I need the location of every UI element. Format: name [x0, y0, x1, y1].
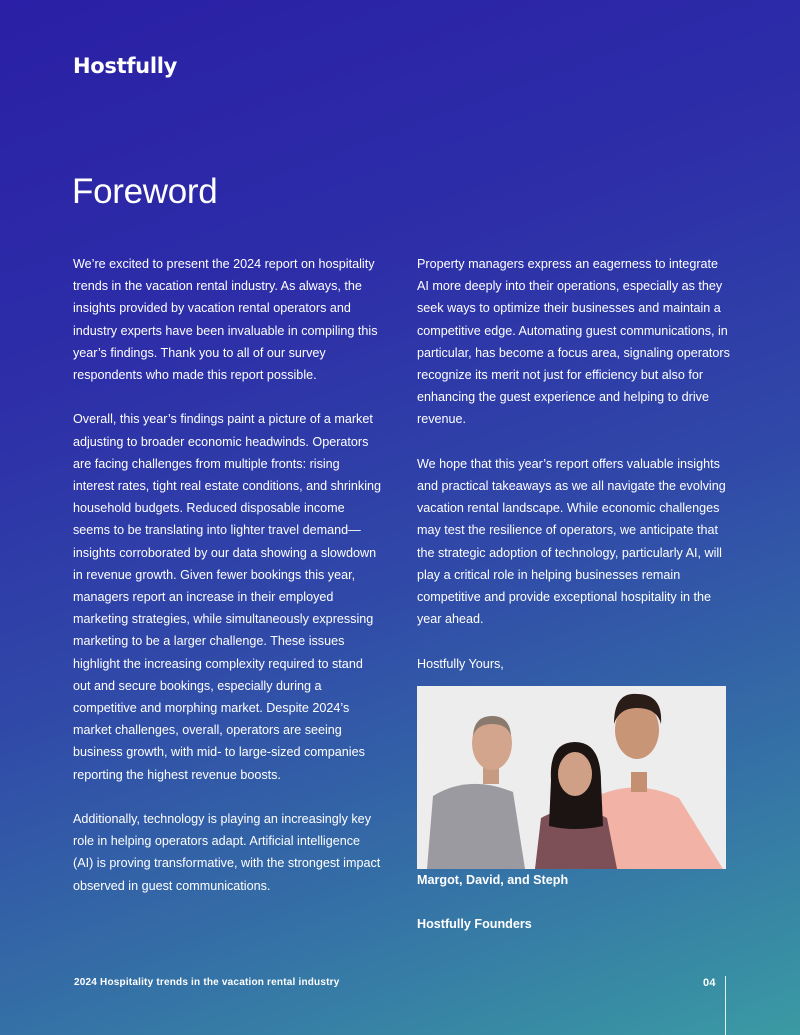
paragraph: Overall, this year’s findings paint a picture of a market adjusting to broader economic headwinds. Operators are facing challenges from multiple fronts: rising interest rates, tight real estate conditions, and shrinking household budgets. Reduced disposable income seems to be translating into lighter travel demand—insights corroborated by our data showing a slowdown in revenue growth. Given fewer bookings this year, managers report an increase in their employed marketing strategies, while simultaneously expressing marketing to be a larger challenge. These issues highlight the increasing complexity required to stand out and secure bookings, especially during a competitive and morphing market. Despite 2024’s market challenges, overall, operators are seeing business growth, with mid- to large-sized companies reporting the highest revenue boosts. [73, 412, 382, 782]
founders-photo [417, 686, 726, 869]
paragraph: We’re excited to present the 2024 report on hospitality trends in the vacation rental industry. As always, the insights provided by vacation rental operators and industry experts have been invaluable in compiling this year’s findings. Thank you to all of our survey respondents who made this report possible. [73, 257, 378, 383]
paragraph: Additionally, technology is playing an increasingly key role in helping operators adapt. Artificial intelligence (AI) is proving transformative, with the strongest impact observed in guest communications. [73, 812, 381, 893]
hostfully-logo [73, 55, 177, 77]
footer-report-title: 2024 Hospitality trends in the vacation rental industry [74, 977, 340, 988]
photo-caption-role: Hostfully Founders [417, 917, 532, 932]
page-title: Foreword [72, 172, 218, 211]
footer-divider [725, 976, 726, 1035]
logo-text: Hostfully [73, 54, 178, 78]
right-column [417, 253, 731, 958]
left-column [73, 253, 383, 919]
paragraph: Property managers express an eagerness to integrate AI more deeply into their operations, especially as they seek ways to optimize their businesses and maintain a competitive edge. Automating guest communications, in particular, has become a focus area, signaling operators recognize its merit not just for efficiency but also for enhancing the guest experience and helping to drive revenue. [417, 257, 730, 427]
sign-off: Hostfully Yours, [417, 656, 504, 671]
page-number: 04 [703, 977, 716, 989]
paragraph: We hope that this year’s report offers valuable insights and practical takeaways as we all navigate the evolving vacation rental landscape. While economic challenges may test the resilience of operators, we anticipate that the strategic adoption of technology, particularly AI, will play a critical role in helping businesses remain competitive and provide exceptional hospitality in the year ahead. [417, 456, 726, 627]
photo-caption-names: Margot, David, and Steph [417, 872, 569, 887]
